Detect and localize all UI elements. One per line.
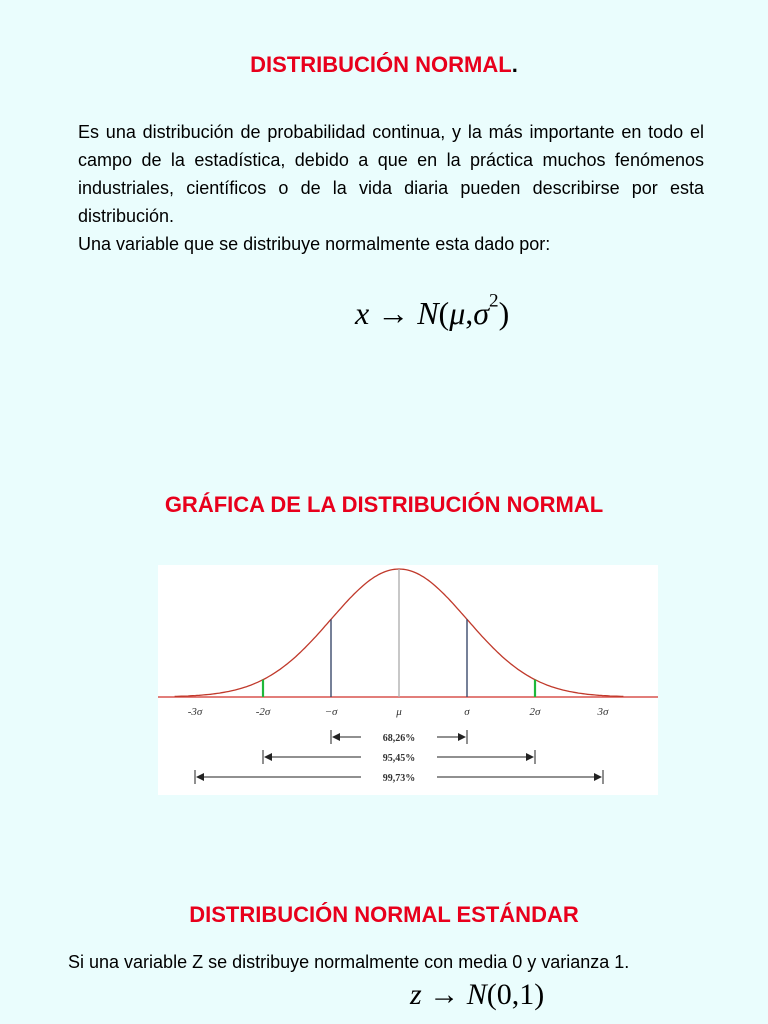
standard-paragraph: Si una variable Z se distribuye normalmente con media 0 y varianza 1.	[68, 952, 630, 972]
standard-formula	[410, 978, 544, 1012]
standard-formula-variable: z	[410, 978, 422, 1011]
standard-formula-dist: N	[466, 978, 487, 1011]
formula-dist: N	[417, 295, 439, 331]
formula-open-paren: (	[438, 295, 450, 331]
formula-variable: x	[355, 295, 370, 331]
slide-grafica	[0, 434, 768, 868]
chart-svg	[158, 565, 658, 795]
tick-label-3: μ	[396, 706, 402, 718]
tick-label-4: σ	[464, 706, 470, 718]
standard-formula-args: (0,1)	[486, 978, 545, 1011]
formula-mu: μ	[449, 295, 466, 331]
standard-slide-title: DISTRIBUCIÓN NORMAL ESTÁNDAR	[189, 902, 579, 927]
interval-arrow-right-0	[458, 733, 466, 741]
tick-label-1: -2σ	[255, 706, 271, 718]
interval-arrow-left-0	[332, 733, 340, 741]
formula-exponent: 2	[489, 290, 499, 312]
title-dot: .	[511, 52, 518, 77]
normal-formula	[355, 290, 510, 332]
standard-formula-arrow: →	[429, 978, 460, 1011]
chart-slide-title: GRÁFICA DE LA DISTRIBUCIÓN NORMAL	[164, 492, 604, 517]
slide-title	[0, 52, 768, 78]
variable-paragraph: Una variable que se distribuye normalmente esta dado por:	[78, 234, 551, 254]
tick-label-0: -3σ	[187, 706, 203, 718]
formula-arrow: →	[377, 295, 410, 331]
slide-distribucion-normal	[0, 0, 768, 434]
slide-normal-estandar	[0, 868, 768, 1024]
title-text: DISTRIBUCIÓN NORMAL	[250, 52, 512, 77]
intro-paragraph: Es una distribución de probabilidad continua, y la más importante en todo el campo de la estadística, debido a que en la práctica muchos fenómenos industriales, científicos o de la vida diaria pueden describirse por esta distribución.	[78, 122, 704, 226]
interval-label-0: 68,26%	[382, 733, 416, 744]
tick-label-5: 2σ	[529, 706, 541, 718]
tick-label-6: 3σ	[597, 706, 609, 718]
formula-comma: ,	[465, 295, 474, 331]
interval-label-1: 95,45%	[382, 753, 416, 764]
interval-arrow-right-2	[594, 773, 602, 781]
interval-arrow-left-2	[196, 773, 204, 781]
formula-close-paren: )	[498, 295, 510, 331]
interval-label-2: 99,73%	[382, 773, 416, 784]
tick-label-2: −σ	[324, 706, 338, 718]
interval-arrow-left-1	[264, 753, 272, 761]
interval-arrow-right-1	[526, 753, 534, 761]
normal-distribution-chart	[158, 565, 658, 795]
formula-sigma: σ	[473, 295, 490, 331]
